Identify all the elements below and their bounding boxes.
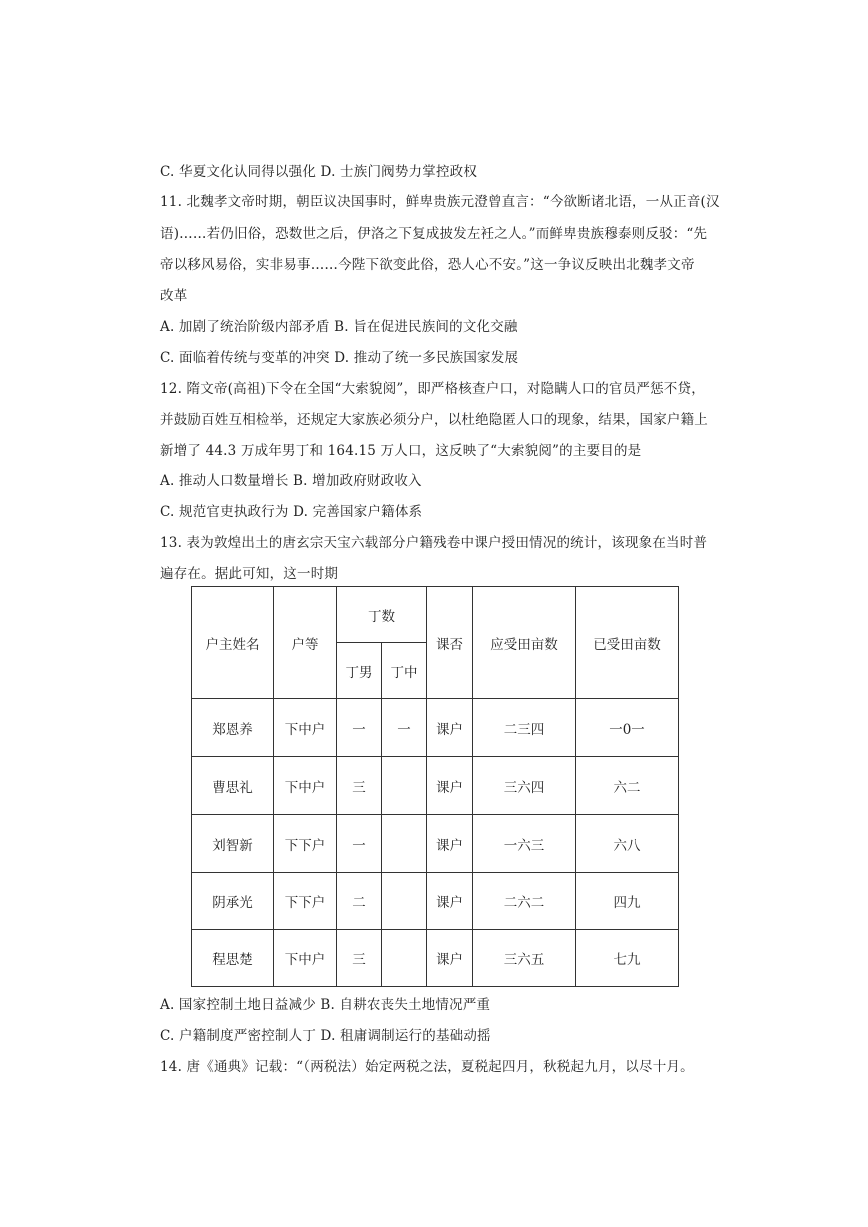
cell-name: 郑恩养: [192, 699, 274, 757]
q11-stem-line-3: 帝以移风易俗，实非易事……今陛下欲变此俗，恐人心不安。”这一争议反映出北魏孝文帝: [160, 257, 695, 273]
cell-yi: 一0一: [576, 699, 679, 757]
header-ke: 课否: [427, 587, 473, 699]
q11-stem-line-1: 11. 北魏孝文帝时期，朝臣议决国事时，鲜卑贵族元澄曾直言：“今欲断诸北语，一从正音(汉: [160, 194, 720, 210]
cell-ke: 课户: [427, 930, 473, 987]
q13-options-cd: C. 户籍制度严密控制人丁 D. 租庸调制运行的基础动摇: [160, 1028, 491, 1044]
header-dingnan: 丁男: [337, 643, 382, 699]
q13-options-ab: A. 国家控制土地日益减少 B. 自耕农丧失土地情况严重: [160, 997, 491, 1013]
cell-dingnan: 三: [337, 930, 382, 987]
header-name: 户主姓名: [192, 587, 274, 699]
cell-name: 程思楚: [192, 930, 274, 987]
q12-options-ab: A. 推动人口数量增长 B. 增加政府财政收入: [160, 473, 422, 489]
cell-ying: 一六三: [473, 815, 576, 873]
table-row: [192, 930, 679, 987]
cell-name: 曹思礼: [192, 757, 274, 815]
cell-ying: 二六二: [473, 873, 576, 930]
header-ding: 丁数: [337, 587, 427, 643]
table-row: [192, 815, 679, 873]
cell-name: 阴承光: [192, 873, 274, 930]
q11-stem-line-4: 改革: [160, 288, 188, 304]
table-row: [192, 699, 679, 757]
cell-dingnan: 三: [337, 757, 382, 815]
q12-options-cd: C. 规范官吏执政行为 D. 完善国家户籍体系: [160, 504, 423, 520]
q12-stem-line-3: 新增了 44.3 万成年男丁和 164.15 万人口，这反映了“大索貌阅”的主要目的是: [160, 443, 642, 459]
q13-stem-line-2: 遍存在。据此可知，这一时期: [160, 566, 339, 582]
cell-ke: 课户: [427, 757, 473, 815]
cell-yi: 四九: [576, 873, 679, 930]
cell-grade: 下中户: [274, 699, 337, 757]
cell-dingnan: 一: [337, 699, 382, 757]
cell-grade: 下中户: [274, 930, 337, 987]
cell-ying: 二三四: [473, 699, 576, 757]
q11-stem-line-2: 语)……若仍旧俗，恐数世之后，伊洛之下复成披发左衽之人。”而鲜卑贵族穆泰则反驳：“先: [160, 226, 708, 242]
cell-ke: 课户: [427, 873, 473, 930]
q11-options-ab: A. 加剧了统治阶级内部矛盾 B. 旨在促进民族间的文化交融: [160, 319, 518, 335]
cell-dingnan: 二: [337, 873, 382, 930]
q11-options-cd: C. 面临着传统与变革的冲突 D. 推动了统一多民族国家发展: [160, 350, 519, 366]
cell-yi: 七九: [576, 930, 679, 987]
header-yi: 已受田亩数: [576, 587, 679, 699]
q10-options-cd: C. 华夏文化认同得以强化 D. 士族门阀势力掌控政权: [160, 164, 478, 180]
cell-ying: 三六四: [473, 757, 576, 815]
q12-stem-line-2: 并鼓励百姓互相检举，还规定大家族必须分户，以杜绝隐匿人口的现象，结果，国家户籍上: [160, 412, 708, 428]
cell-dingzhong: [382, 757, 427, 815]
cell-grade: 下下户: [274, 815, 337, 873]
cell-grade: 下下户: [274, 873, 337, 930]
cell-ke: 课户: [427, 699, 473, 757]
table-row: [192, 757, 679, 815]
cell-grade: 下中户: [274, 757, 337, 815]
household-land-table: [191, 586, 679, 987]
cell-name: 刘智新: [192, 815, 274, 873]
cell-ying: 三六五: [473, 930, 576, 987]
header-ying: 应受田亩数: [473, 587, 576, 699]
cell-dingzhong: [382, 930, 427, 987]
cell-dingnan: 一: [337, 815, 382, 873]
q12-stem-line-1: 12. 隋文帝(高祖)下令在全国“大索貌阅”，即严格核查户口，对隐瞒人口的官员严惩不贷，: [160, 381, 705, 397]
cell-yi: 六二: [576, 757, 679, 815]
cell-yi: 六八: [576, 815, 679, 873]
header-grade: 户等: [274, 587, 337, 699]
cell-dingzhong: 一: [382, 699, 427, 757]
cell-dingzhong: [382, 873, 427, 930]
header-dingzhong: 丁中: [382, 643, 427, 699]
q14-stem-line-1: 14. 唐《通典》记载：“（两税法）始定两税之法，夏税起四月，秋税起九月，以尽十月。: [160, 1059, 694, 1075]
cell-ke: 课户: [427, 815, 473, 873]
table-row: [192, 873, 679, 930]
cell-dingzhong: [382, 815, 427, 873]
q13-stem-line-1: 13. 表为敦煌出土的唐玄宗天宝六载部分户籍残卷中课户授田情况的统计，该现象在当时普: [160, 535, 708, 551]
